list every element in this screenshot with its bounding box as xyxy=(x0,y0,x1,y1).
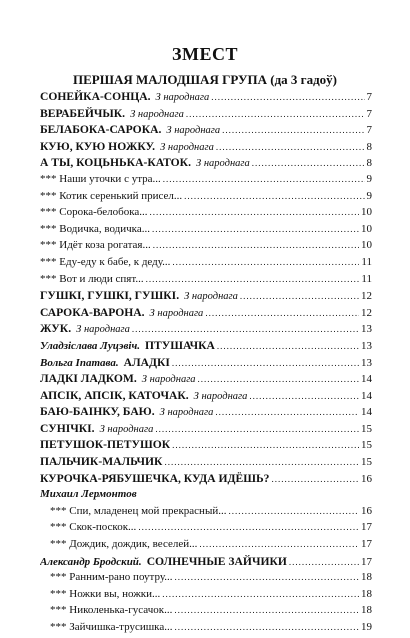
entry-source: З народнага xyxy=(130,108,184,120)
entry-title: ВЕРАБЕЙЧЫК. xyxy=(40,106,126,120)
entry-page-number: 7 xyxy=(366,107,372,120)
entry-page-number: 18 xyxy=(361,604,372,617)
entry-title: А ТЫ, КОЦЬНЬКА-КАТОК. xyxy=(40,156,191,170)
entry-page-number: 19 xyxy=(361,621,372,633)
toc-entry[interactable] xyxy=(40,555,372,572)
toc-entry[interactable] xyxy=(40,372,372,389)
dot-leader xyxy=(289,556,359,568)
entry-author: Александр Бродский. xyxy=(40,555,142,568)
toc-entry[interactable] xyxy=(40,604,372,621)
entry-page-number: 14 xyxy=(361,406,372,419)
table-of-contents xyxy=(40,90,372,638)
dot-leader xyxy=(132,323,359,335)
dot-leader xyxy=(216,141,365,153)
toc-entry[interactable] xyxy=(40,588,372,605)
dot-leader xyxy=(150,206,359,218)
page-title: ЗМЕСТ xyxy=(171,44,238,64)
entry-title: ПЕТУШОК-ПЕТУШОК xyxy=(40,438,171,452)
toc-entry[interactable] xyxy=(40,422,372,439)
entry-title: СОЛНЕЧНЫЕ ЗАЙЧИКИ xyxy=(146,554,287,568)
dot-leader xyxy=(172,357,359,369)
entry-source: З народнага xyxy=(141,374,196,386)
dot-leader xyxy=(222,124,364,136)
toc-entry[interactable] xyxy=(40,273,372,290)
entry-page-number: 13 xyxy=(361,356,372,369)
toc-entry[interactable] xyxy=(40,438,372,455)
entry-page-number: 16 xyxy=(361,472,372,485)
dot-leader xyxy=(205,307,359,319)
toc-entry[interactable] xyxy=(40,239,372,256)
toc-entry[interactable] xyxy=(40,206,372,223)
toc-entry[interactable] xyxy=(40,289,372,306)
toc-entry[interactable] xyxy=(40,505,372,522)
toc-entry[interactable] xyxy=(40,339,372,356)
entry-source: З народнага xyxy=(193,390,248,402)
dot-leader xyxy=(186,108,365,120)
entry-page-number: 15 xyxy=(361,456,372,469)
entry-page-number: 15 xyxy=(361,439,372,452)
entry-title: СУНІЧКІ. xyxy=(40,421,95,435)
toc-entry[interactable] xyxy=(40,90,372,107)
dot-leader xyxy=(249,390,359,402)
entry-title: ПТУШАЧКА xyxy=(145,338,215,352)
entry-page-number: 12 xyxy=(361,290,372,303)
toc-entry[interactable] xyxy=(40,455,372,472)
entry-page-number: 11 xyxy=(361,255,372,268)
toc-entry[interactable] xyxy=(40,621,372,638)
entry-title: КУЮ, КУЮ НОЖКУ. xyxy=(40,139,156,153)
dot-leader xyxy=(215,406,359,418)
entry-title: *** Сорока-белобока... xyxy=(40,206,148,219)
toc-entry[interactable] xyxy=(40,571,372,588)
dot-leader xyxy=(175,621,360,633)
entry-source: З народнага xyxy=(149,307,204,319)
entry-page-number: 7 xyxy=(366,124,372,137)
entry-title: БЕЛАБОКА-САРОКА. xyxy=(40,123,162,137)
dot-leader xyxy=(271,473,359,485)
entry-title: *** Еду-еду к бабе, к деду... xyxy=(40,255,171,268)
toc-entry[interactable] xyxy=(40,190,372,207)
dot-leader xyxy=(163,173,365,185)
entry-author: Уладзіслава Луцэвіч. xyxy=(40,339,140,352)
entry-page-number: 9 xyxy=(366,189,372,202)
entry-source: З народнага xyxy=(99,423,154,435)
dot-leader xyxy=(211,91,364,103)
entry-source: З народнага xyxy=(184,291,238,303)
toc-entry[interactable] xyxy=(40,107,372,124)
entry-title: САРОКА-ВАРОНА. xyxy=(40,305,145,319)
entry-title: *** Котик серенький присел... xyxy=(40,189,183,202)
entry-page-number: 14 xyxy=(361,389,372,402)
entry-page-number: 10 xyxy=(361,239,372,252)
dot-leader xyxy=(199,538,359,550)
entry-title: *** Идёт коза рогатая... xyxy=(40,239,151,252)
entry-title: АЛАДКІ xyxy=(123,355,170,369)
entry-source: З народнага xyxy=(159,407,214,419)
entry-page-number: 17 xyxy=(361,538,372,551)
dot-leader xyxy=(217,340,359,352)
entry-title: *** Зайчишка-трусишка... xyxy=(50,621,173,633)
entry-page-number: 10 xyxy=(361,222,372,235)
section-heading: ПЕРШАЯ МАЛОДШАЯ ГРУПА (да 3 гадоў) xyxy=(73,72,337,87)
toc-entry[interactable] xyxy=(40,223,372,240)
entry-source: З народнага xyxy=(196,158,250,170)
dot-leader xyxy=(240,290,359,302)
dot-leader xyxy=(252,157,365,169)
entry-page-number: 14 xyxy=(361,373,372,386)
toc-entry[interactable] xyxy=(40,356,372,373)
dot-leader xyxy=(184,190,364,202)
entry-title: ЖУК. xyxy=(40,322,72,336)
entry-title: *** Скок-поскок... xyxy=(50,521,137,534)
entry-title: *** Николенька-гусачок... xyxy=(50,604,173,617)
entry-title: *** Дождик, дождик, веселей... xyxy=(50,538,198,551)
entry-source: З народнага xyxy=(166,125,221,137)
entry-title: *** Вот и люди спят... xyxy=(40,272,144,285)
entry-title: БАЮ-БАІНКУ, БАЮ. xyxy=(40,405,155,419)
toc-entry[interactable] xyxy=(40,173,372,190)
author-name: Михаил Лермонтов xyxy=(40,488,137,501)
entry-page-number: 11 xyxy=(361,272,372,285)
dot-leader xyxy=(152,223,359,235)
toc-entry[interactable] xyxy=(40,472,372,489)
entry-title: ГУШКІ, ГУШКІ, ГУШКІ. xyxy=(40,289,180,303)
entry-title: *** Ножки вы, ножки... xyxy=(50,587,161,600)
toc-entry[interactable] xyxy=(40,256,372,273)
entry-title: ЛАДКІ ЛАДКОМ. xyxy=(40,372,137,386)
dot-leader xyxy=(162,588,359,600)
entry-source: З народнага xyxy=(160,141,214,153)
entry-title: *** Водичка, водичка... xyxy=(40,222,150,235)
entry-author: Вольга Іпатава. xyxy=(40,356,119,369)
toc-entry[interactable] xyxy=(40,389,372,406)
dot-leader xyxy=(155,423,359,435)
toc-entry[interactable] xyxy=(40,140,372,157)
entry-source: З народнага xyxy=(155,92,210,103)
entry-title: СОНЕЙКА-СОНЦА. xyxy=(40,90,151,103)
entry-page-number: 18 xyxy=(361,587,372,600)
entry-page-number: 18 xyxy=(361,571,372,584)
entry-page-number: 8 xyxy=(366,140,372,153)
entry-title: *** Наши уточки с утра... xyxy=(40,172,161,185)
dot-leader xyxy=(146,273,360,285)
toc-author-heading xyxy=(40,488,372,505)
toc-entry[interactable] xyxy=(40,322,372,339)
entry-page-number: 10 xyxy=(361,206,372,219)
toc-entry[interactable] xyxy=(40,521,372,538)
toc-entry[interactable] xyxy=(40,538,372,555)
entry-page-number: 8 xyxy=(366,157,372,170)
dot-leader xyxy=(174,571,359,583)
dot-leader xyxy=(172,256,359,268)
dot-leader xyxy=(174,604,359,616)
entry-page-number: 9 xyxy=(366,172,372,185)
entry-title: АПСІК, АПСІК, КАТОЧАК. xyxy=(40,388,189,402)
entry-title: *** Ранним-рано поутру... xyxy=(50,571,173,584)
toc-entry[interactable] xyxy=(40,156,372,173)
toc-entry[interactable] xyxy=(40,405,372,422)
toc-entry[interactable] xyxy=(40,306,372,323)
entry-title: *** Спи, младенец мой прекрасный... xyxy=(50,504,227,517)
entry-title: ПАЛЬЧИК-МАЛЬЧИК xyxy=(40,455,163,469)
entry-page-number: 13 xyxy=(361,323,372,336)
entry-page-number: 15 xyxy=(361,422,372,435)
toc-entry[interactable] xyxy=(40,123,372,140)
dot-leader xyxy=(198,373,359,385)
dot-leader xyxy=(164,456,359,468)
entry-page-number: 7 xyxy=(366,91,372,103)
entry-page-number: 13 xyxy=(361,339,372,352)
dot-leader xyxy=(153,239,359,251)
entry-page-number: 17 xyxy=(361,555,372,568)
entry-source: З народнага xyxy=(76,324,130,336)
entry-page-number: 16 xyxy=(361,504,372,517)
dot-leader xyxy=(172,439,359,451)
dot-leader xyxy=(138,521,359,533)
entry-page-number: 12 xyxy=(361,306,372,319)
entry-title: КУРОЧКА-РЯБУШЕЧКА, КУДА ИДЁШЬ? xyxy=(40,471,270,485)
entry-page-number: 17 xyxy=(361,521,372,534)
dot-leader xyxy=(228,505,359,517)
